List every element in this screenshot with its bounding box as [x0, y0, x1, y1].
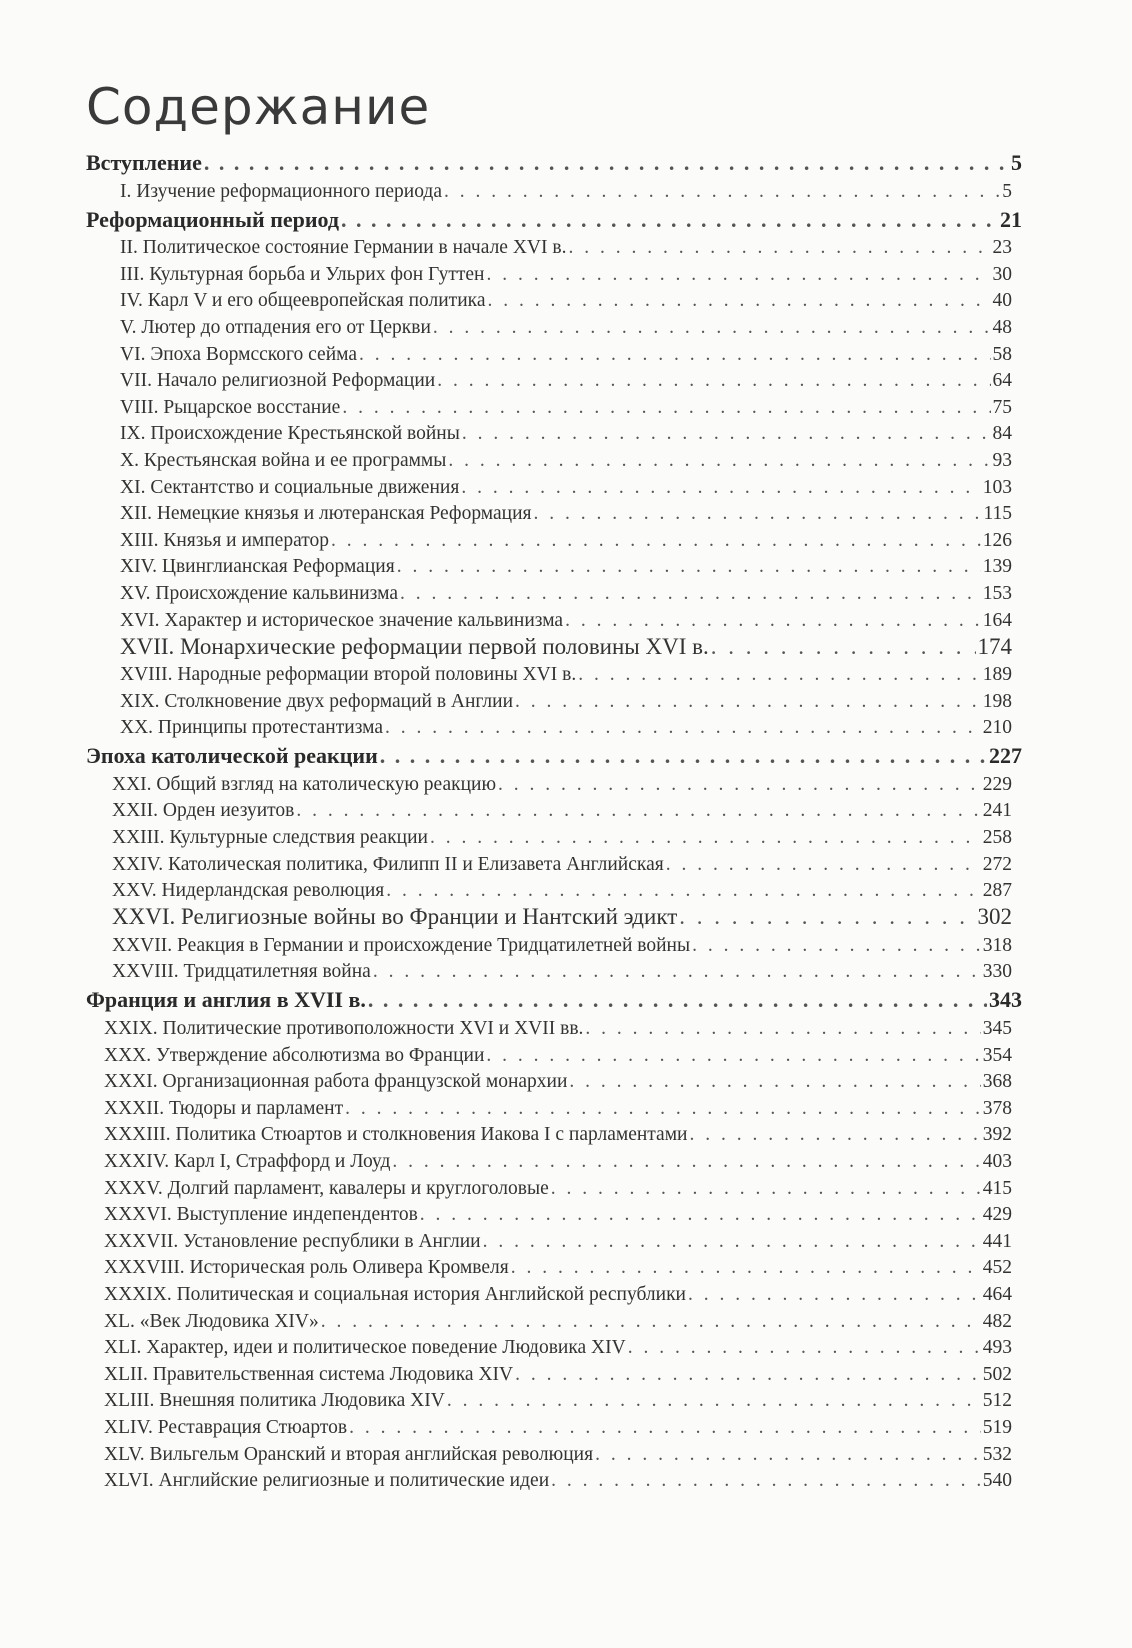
- dot-leader: [585, 1018, 980, 1040]
- dot-leader: [551, 1470, 981, 1492]
- dot-leader: [444, 181, 1000, 203]
- dot-leader: [711, 634, 976, 660]
- dot-leader: [692, 935, 981, 957]
- chapter-entry-title: XV. Происхождение кальвинизма: [120, 582, 398, 604]
- section-heading-page-number: 227: [989, 743, 1022, 769]
- chapter-entry-title: XXXIII. Политика Стюартов и столкновения Иакова I с парламентами: [104, 1124, 688, 1146]
- dot-leader: [345, 1098, 981, 1120]
- dot-leader: [386, 880, 980, 902]
- chapter-entry-page-number: 174: [977, 633, 1012, 659]
- dot-leader: [666, 854, 981, 876]
- chapter-entry-page-number: 482: [982, 1310, 1012, 1332]
- dot-leader: [430, 827, 981, 849]
- chapter-entry: [0, 957, 1132, 984]
- chapter-entry-title: XVII. Монархические реформации первой половины XVI в.: [120, 633, 709, 659]
- chapter-entry-title: IV. Карл V и его общеевропейская политика: [120, 290, 486, 312]
- dot-leader: [331, 530, 981, 552]
- chapter-entry-title: XXXVI. Выступление индепендентов: [104, 1204, 418, 1226]
- chapter-entry-page-number: 58: [992, 343, 1012, 365]
- chapter-entry-page-number: 493: [982, 1337, 1012, 1359]
- dot-leader: [690, 1124, 981, 1146]
- dot-leader: [437, 370, 990, 392]
- dot-leader: [628, 1337, 981, 1359]
- chapter-entry-page-number: 354: [982, 1044, 1012, 1066]
- chapter-entry-title: XXXVIII. Историческая роль Оливера Кромвеля: [104, 1257, 509, 1279]
- chapter-entry-page-number: 378: [982, 1097, 1012, 1119]
- chapter-entry-page-number: 540: [982, 1470, 1012, 1492]
- chapter-entry-title: II. Политическое состояние Германии в начале XVI в.: [120, 237, 567, 259]
- chapter-entry-title: XLIII. Внешняя политика Людовика XIV: [104, 1390, 445, 1412]
- chapter-entry-title: XXXII. Тюдоры и парламент: [104, 1097, 344, 1119]
- chapter-entry: [0, 552, 1132, 579]
- dot-leader: [433, 317, 991, 339]
- dot-leader: [483, 1231, 981, 1253]
- chapter-entry-page-number: 198: [982, 690, 1012, 712]
- chapter-entry-page-number: 115: [983, 503, 1012, 525]
- chapter-entry-page-number: 93: [992, 449, 1012, 471]
- chapter-entry: [0, 176, 1132, 203]
- chapter-entry: [0, 445, 1132, 472]
- chapter-entry-page-number: 210: [982, 717, 1012, 739]
- chapter-entry-title: XX. Принципы протестантизма: [120, 717, 383, 739]
- chapter-entry-page-number: 189: [982, 664, 1012, 686]
- chapter-entry-title: XXI. Общий взгляд на католическую реакцию: [112, 773, 497, 795]
- chapter-entry-page-number: 318: [982, 934, 1012, 956]
- chapter-entry-page-number: 441: [982, 1230, 1012, 1252]
- chapter-entry-page-number: 429: [982, 1204, 1012, 1226]
- chapter-entry-title: III. Культурная борьба и Ульрих фон Гуттен: [120, 263, 485, 285]
- chapter-entry: [0, 1093, 1132, 1120]
- chapter-entry-page-number: 103: [982, 476, 1012, 498]
- chapter-entry: [0, 1040, 1132, 1067]
- chapter-entry-title: XXX. Утверждение абсолютизма во Франции: [104, 1044, 485, 1066]
- chapter-entry-page-number: 302: [977, 904, 1012, 930]
- dot-leader: [568, 237, 990, 259]
- dot-leader: [486, 264, 990, 286]
- chapter-entry-title: XLV. Вильгельм Оранский и вторая английская революция: [104, 1443, 594, 1465]
- dot-leader: [392, 1151, 980, 1173]
- chapter-entry-page-number: 258: [982, 827, 1012, 849]
- chapter-entry-page-number: 368: [982, 1071, 1012, 1093]
- chapter-entry-page-number: 392: [982, 1124, 1012, 1146]
- dot-leader: [448, 450, 990, 472]
- chapter-entry: [0, 392, 1132, 419]
- chapter-entry: [0, 259, 1132, 286]
- chapter-entry-title: VII. Начало религиозной Реформации: [120, 370, 436, 392]
- chapter-entry: [0, 1386, 1132, 1413]
- chapter-entry: [0, 1200, 1132, 1227]
- chapter-entry: [0, 233, 1132, 260]
- chapter-entry-page-number: 272: [982, 853, 1012, 875]
- chapter-entry: [0, 472, 1132, 499]
- chapter-entry-title: XI. Сектантство и социальные движения: [120, 476, 460, 498]
- dot-leader: [373, 961, 981, 983]
- dot-leader: [462, 423, 991, 445]
- chapter-entry-title: XXVIII. Тридцатилетняя война: [112, 961, 371, 983]
- chapter-entry-title: XXIV. Католическая политика, Филипп II и Елизавета Английская: [112, 853, 664, 875]
- chapter-entry-page-number: 164: [982, 609, 1012, 631]
- chapter-entry-title: XII. Немецкие князья и лютеранская Реформация: [120, 503, 532, 525]
- chapter-entry: [0, 1013, 1132, 1040]
- chapter-entry-title: XVI. Характер и историческое значение кальвинизма: [120, 609, 564, 631]
- section-heading-page-number: 5: [1011, 150, 1022, 175]
- chapter-entry-page-number: 84: [992, 423, 1012, 445]
- chapter-entry: [0, 1226, 1132, 1253]
- chapter-entry-title: XXXVII. Установление республики в Англии: [104, 1230, 481, 1252]
- chapter-entry: [0, 366, 1132, 393]
- section-heading-title: Вступление: [86, 150, 202, 175]
- chapter-entry: [0, 312, 1132, 339]
- chapter-entry-title: XLII. Правительственная система Людовика XIV: [104, 1363, 514, 1385]
- dot-leader: [368, 987, 987, 1013]
- chapter-entry-title: XXVII. Реакция в Германии и происхождение Тридцатилетней войны: [112, 934, 691, 956]
- chapter-entry: [0, 525, 1132, 552]
- chapter-entry-title: V. Лютер до отпадения его от Церкви: [120, 316, 431, 338]
- page-title: Содержание: [86, 78, 431, 136]
- chapter-entry-title: XXXV. Долгий парламент, кавалеры и круглоголовые: [104, 1177, 549, 1199]
- chapter-entry-page-number: 512: [982, 1390, 1012, 1412]
- chapter-entry-page-number: 23: [992, 237, 1012, 259]
- chapter-entry: [0, 1439, 1132, 1466]
- chapter-entry-title: X. Крестьянская война и ее программы: [120, 449, 447, 471]
- section-heading: [0, 983, 1132, 1013]
- chapter-entry-page-number: 403: [982, 1151, 1012, 1172]
- dot-leader: [533, 503, 981, 525]
- chapter-entry-page-number: 48: [992, 316, 1012, 338]
- chapter-entry-page-number: 345: [982, 1018, 1012, 1040]
- chapter-entry: [0, 1466, 1132, 1493]
- table-of-contents: [0, 146, 1132, 1492]
- dot-leader: [342, 397, 990, 419]
- dot-leader: [359, 344, 991, 366]
- chapter-entry-title: VI. Эпоха Вормсского сейма: [120, 343, 357, 365]
- dot-leader: [341, 207, 998, 233]
- chapter-entry-title: XXII. Орден иезуитов: [112, 800, 295, 822]
- dot-leader: [397, 556, 981, 578]
- chapter-entry: [0, 1173, 1132, 1200]
- chapter-entry-page-number: 464: [982, 1283, 1012, 1305]
- chapter-entry-page-number: 126: [982, 529, 1012, 551]
- dot-leader: [688, 1284, 981, 1306]
- section-heading-title: Эпоха католической реакции: [86, 743, 378, 769]
- chapter-entry-page-number: 519: [982, 1416, 1012, 1438]
- dot-leader: [380, 743, 987, 769]
- chapter-entry: [0, 605, 1132, 632]
- chapter-entry: [0, 1279, 1132, 1306]
- chapter-entry-page-number: 502: [982, 1363, 1012, 1385]
- chapter-entry: [0, 686, 1132, 713]
- chapter-entry-title: XXIII. Культурные следствия реакции: [112, 827, 428, 849]
- dot-leader: [569, 1071, 980, 1093]
- dot-leader: [515, 691, 981, 713]
- chapter-entry-page-number: 40: [992, 290, 1012, 312]
- chapter-entry-title: VIII. Рыцарское восстание: [120, 396, 341, 418]
- chapter-entry: [0, 1146, 1132, 1173]
- dot-leader: [321, 1311, 981, 1333]
- chapter-entry-page-number: 139: [982, 556, 1012, 578]
- chapter-entry: [0, 930, 1132, 957]
- chapter-entry: [0, 1412, 1132, 1439]
- chapter-entry: [0, 849, 1132, 876]
- section-heading-title: Франция и англия в XVII в.: [86, 987, 366, 1013]
- chapter-entry-title: I. Изучение реформационного периода: [120, 180, 442, 202]
- chapter-entry: [0, 1253, 1132, 1280]
- dot-leader: [511, 1257, 981, 1279]
- section-heading-title: Реформационный период: [86, 206, 340, 232]
- chapter-entry-title: XLIV. Реставрация Стюартов: [104, 1416, 348, 1438]
- dot-leader: [578, 664, 981, 686]
- chapter-entry: [0, 286, 1132, 313]
- chapter-entry-title: XXXIX. Политическая и социальная история Английской республики: [104, 1283, 686, 1305]
- chapter-entry-title: XLI. Характер, идеи и политическое поведение Людовика XIV: [104, 1337, 626, 1359]
- chapter-entry-page-number: 287: [982, 880, 1012, 902]
- dot-leader: [461, 477, 980, 499]
- chapter-entry: [0, 769, 1132, 796]
- chapter-entry-title: XIV. Цвинглианская Реформация: [120, 556, 395, 578]
- section-heading-page-number: 343: [989, 987, 1022, 1013]
- chapter-entry: [0, 339, 1132, 366]
- dot-leader: [296, 800, 980, 822]
- chapter-entry: [0, 1120, 1132, 1147]
- chapter-entry-title: XXXI. Организационная работа французской монархии: [104, 1071, 568, 1093]
- dot-leader: [420, 1204, 981, 1226]
- chapter-entry-title: IX. Происхождение Крестьянской войны: [120, 423, 460, 445]
- chapter-entry: [0, 822, 1132, 849]
- chapter-entry-page-number: 415: [982, 1177, 1012, 1199]
- chapter-entry-title: XXXIV. Карл I, Страффорд и Лоуд: [104, 1151, 391, 1172]
- dot-leader: [204, 150, 1009, 176]
- section-heading: [0, 146, 1132, 176]
- dot-leader: [565, 610, 981, 632]
- dot-leader: [551, 1178, 981, 1200]
- chapter-entry: [0, 1333, 1132, 1360]
- chapter-entry-page-number: 532: [982, 1443, 1012, 1465]
- chapter-entry-page-number: 241: [982, 800, 1012, 822]
- dot-leader: [498, 774, 981, 796]
- chapter-entry: [0, 796, 1132, 823]
- dot-leader: [447, 1390, 981, 1412]
- chapter-entry-page-number: 30: [992, 263, 1012, 285]
- chapter-entry-title: XXVI. Религиозные войны во Франции и Нантский эдикт: [112, 904, 678, 930]
- section-heading: [0, 203, 1132, 233]
- chapter-entry: [0, 1306, 1132, 1333]
- chapter-entry: [0, 419, 1132, 446]
- dot-leader: [486, 1045, 980, 1067]
- dot-leader: [679, 904, 975, 930]
- chapter-entry: [0, 499, 1132, 526]
- chapter-entry-page-number: 330: [982, 961, 1012, 983]
- chapter-entry: [0, 902, 1132, 930]
- dot-leader: [487, 290, 990, 312]
- dot-leader: [595, 1444, 981, 1466]
- chapter-entry: [0, 713, 1132, 740]
- chapter-entry-title: XLVI. Английские религиозные и политические идеи: [104, 1470, 550, 1492]
- chapter-entry-page-number: 153: [982, 582, 1012, 604]
- chapter-entry-title: XXIX. Политические противоположности XVI и XVII вв.: [104, 1018, 584, 1040]
- chapter-entry-page-number: 64: [992, 370, 1012, 392]
- chapter-entry-page-number: 5: [1002, 180, 1012, 202]
- chapter-entry: [0, 1359, 1132, 1386]
- chapter-entry-page-number: 229: [982, 773, 1012, 795]
- chapter-entry-page-number: 452: [982, 1257, 1012, 1279]
- chapter-entry: [0, 632, 1132, 660]
- dot-leader: [515, 1364, 981, 1386]
- chapter-entry-title: XIII. Князья и император: [120, 529, 330, 551]
- dot-leader: [385, 717, 981, 739]
- dot-leader: [349, 1417, 981, 1439]
- chapter-entry: [0, 660, 1132, 687]
- chapter-entry-title: XL. «Век Людовика XIV»: [104, 1310, 319, 1332]
- section-heading: [0, 739, 1132, 769]
- chapter-entry: [0, 1067, 1132, 1094]
- chapter-entry-title: XIX. Столкновение двух реформаций в Англии: [120, 690, 514, 712]
- dot-leader: [400, 583, 981, 605]
- chapter-entry-title: XVIII. Народные реформации второй половины XVI в.: [120, 664, 577, 686]
- chapter-entry-page-number: 75: [992, 396, 1012, 418]
- chapter-entry-title: XXV. Нидерландская революция: [112, 880, 385, 902]
- chapter-entry: [0, 578, 1132, 605]
- chapter-entry: [0, 876, 1132, 903]
- section-heading-page-number: 21: [1000, 206, 1022, 232]
